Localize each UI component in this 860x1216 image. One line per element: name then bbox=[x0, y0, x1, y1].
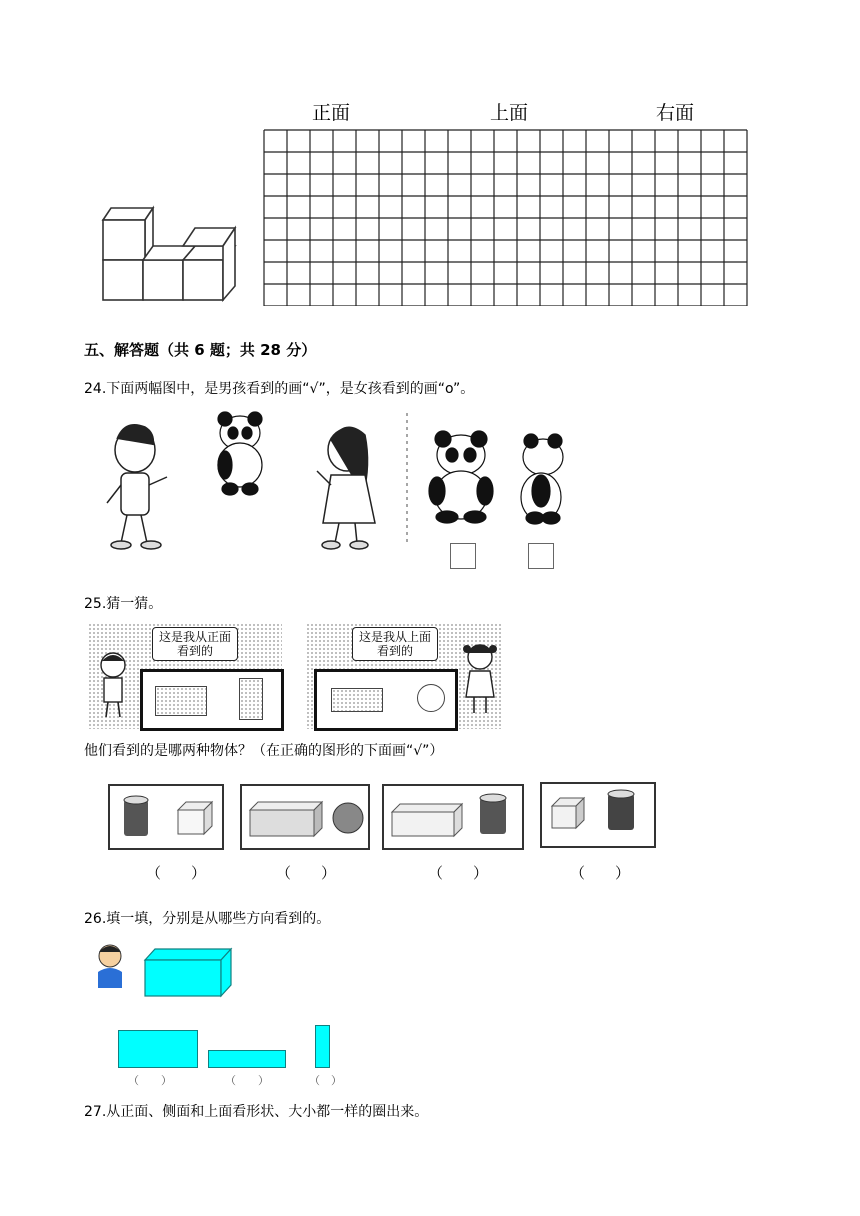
q24-illustration bbox=[95, 405, 575, 580]
boy-figure bbox=[107, 425, 167, 549]
answer-paren-2[interactable]: （ ） bbox=[276, 864, 337, 882]
view-paren-2[interactable]: （ ） bbox=[225, 1074, 269, 1087]
view-paren-1[interactable]: （ ） bbox=[128, 1074, 172, 1087]
question-25-text: 25.猜一猜。 bbox=[84, 596, 163, 612]
option-box-2[interactable] bbox=[240, 784, 370, 850]
view-shape-2 bbox=[208, 1050, 286, 1068]
drawing-grid[interactable] bbox=[262, 128, 750, 306]
answer-paren-4[interactable]: （ ） bbox=[570, 864, 631, 882]
boy-cartoon bbox=[96, 651, 130, 721]
answer-box-front-view[interactable] bbox=[450, 543, 476, 569]
question-27-text: 27.从正面、侧面和上面看形状、大小都一样的圈出来。 bbox=[84, 1104, 429, 1120]
question-26-text: 26.填一填，分别是从哪些方向看到的。 bbox=[84, 911, 331, 927]
q24-scene bbox=[95, 405, 575, 580]
option-box-4[interactable] bbox=[540, 782, 656, 848]
grid-label-top: 上面 bbox=[490, 102, 529, 124]
panda-figure bbox=[218, 412, 262, 495]
question-25-instruction: 他们看到的是哪两种物体？（在正确的图形的下面画“√”） bbox=[84, 743, 444, 759]
girl-view-frame bbox=[314, 669, 458, 731]
boy-speech-bubble: 这是我从正面看到的 bbox=[152, 627, 238, 661]
view-paren-3[interactable]: （ ） bbox=[309, 1074, 342, 1087]
question-24-text: 24.下面两幅图中，是男孩看到的画“√”，是女孩看到的画“o”。 bbox=[84, 381, 475, 397]
view-rectangle-1 bbox=[155, 686, 207, 716]
grid-label-front: 正面 bbox=[312, 102, 351, 124]
answer-paren-3[interactable]: （ ） bbox=[428, 864, 489, 882]
girl-figure bbox=[317, 427, 375, 549]
cuboid-3d bbox=[140, 944, 236, 1000]
answer-paren-1[interactable]: （ ） bbox=[146, 864, 207, 882]
boy-view-frame bbox=[140, 669, 284, 731]
view-rectangle-3 bbox=[331, 688, 383, 712]
view-circle bbox=[417, 684, 445, 712]
cube-stack-figure bbox=[95, 200, 245, 306]
section-heading: 五、解答题（共 6 题；共 28 分） bbox=[84, 341, 317, 359]
option-box-1[interactable] bbox=[108, 784, 224, 850]
panda-front-figure bbox=[429, 431, 493, 523]
q25-girl-panel bbox=[306, 623, 502, 729]
child-avatar bbox=[94, 942, 128, 988]
answer-box-side-view[interactable] bbox=[528, 543, 554, 569]
girl-cartoon bbox=[462, 641, 498, 721]
girl-speech-bubble: 这是我从上面看到的 bbox=[352, 627, 438, 661]
view-rectangle-2 bbox=[239, 678, 263, 720]
q25-boy-panel bbox=[88, 623, 282, 729]
view-shape-3 bbox=[315, 1025, 330, 1068]
grid-label-right: 右面 bbox=[656, 102, 695, 124]
view-shape-1 bbox=[118, 1030, 198, 1068]
panda-side-figure bbox=[521, 434, 563, 524]
option-box-3[interactable] bbox=[382, 784, 524, 850]
